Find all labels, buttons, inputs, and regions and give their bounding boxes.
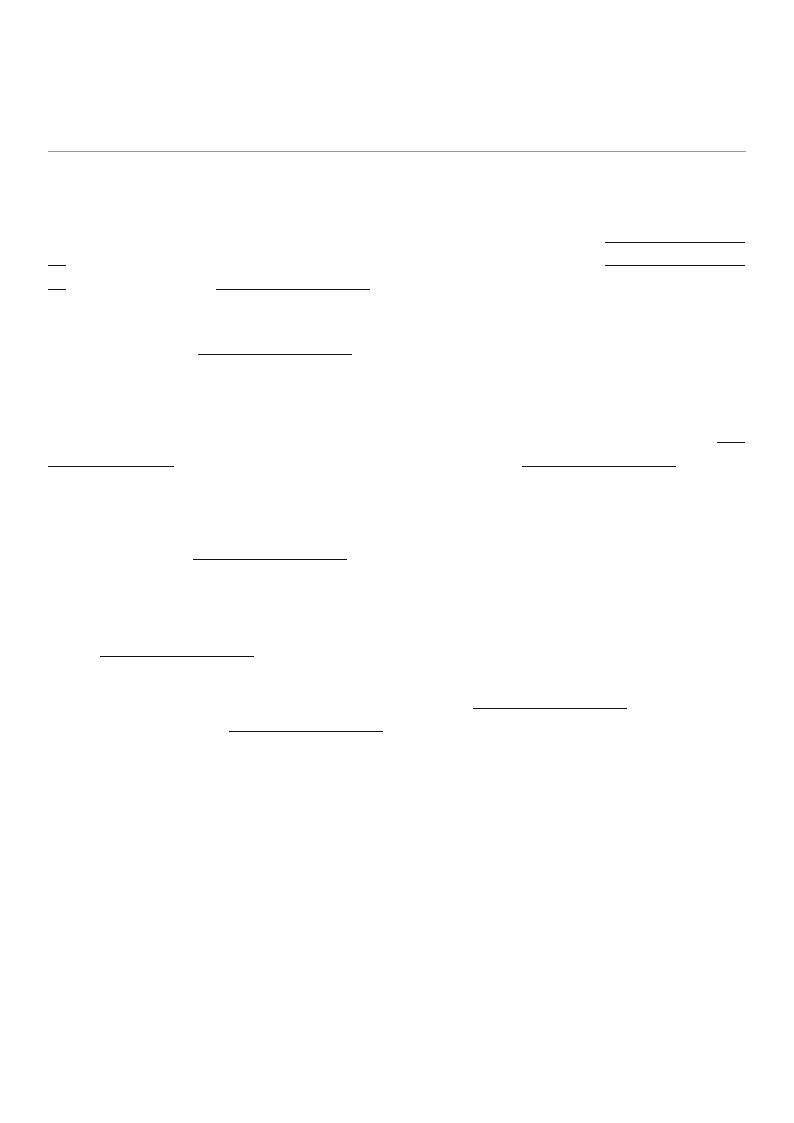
blank-11-continued xyxy=(48,251,66,266)
blank-11[interactable] xyxy=(605,228,745,243)
passage-line xyxy=(48,251,745,266)
blank-12[interactable] xyxy=(605,251,745,266)
blank-17[interactable] xyxy=(193,545,347,560)
passage-line xyxy=(80,428,745,443)
passage-line xyxy=(48,228,745,243)
passage-line xyxy=(48,275,745,290)
blank-19[interactable] xyxy=(473,694,627,709)
passage-line xyxy=(80,340,745,355)
passage-line xyxy=(62,545,741,560)
blank-12-continued xyxy=(48,275,66,290)
blank-13[interactable] xyxy=(216,275,370,290)
passage-line xyxy=(48,717,745,732)
blank-15-start xyxy=(717,428,745,443)
blank-16[interactable] xyxy=(522,452,676,467)
section-divider xyxy=(48,151,746,152)
blank-14[interactable] xyxy=(198,340,352,355)
passage-line xyxy=(48,452,745,467)
blank-15[interactable] xyxy=(48,452,174,467)
blank-20[interactable] xyxy=(229,717,383,732)
blank-18[interactable] xyxy=(100,642,254,657)
passage-line xyxy=(80,610,260,677)
passage-line xyxy=(80,694,745,709)
